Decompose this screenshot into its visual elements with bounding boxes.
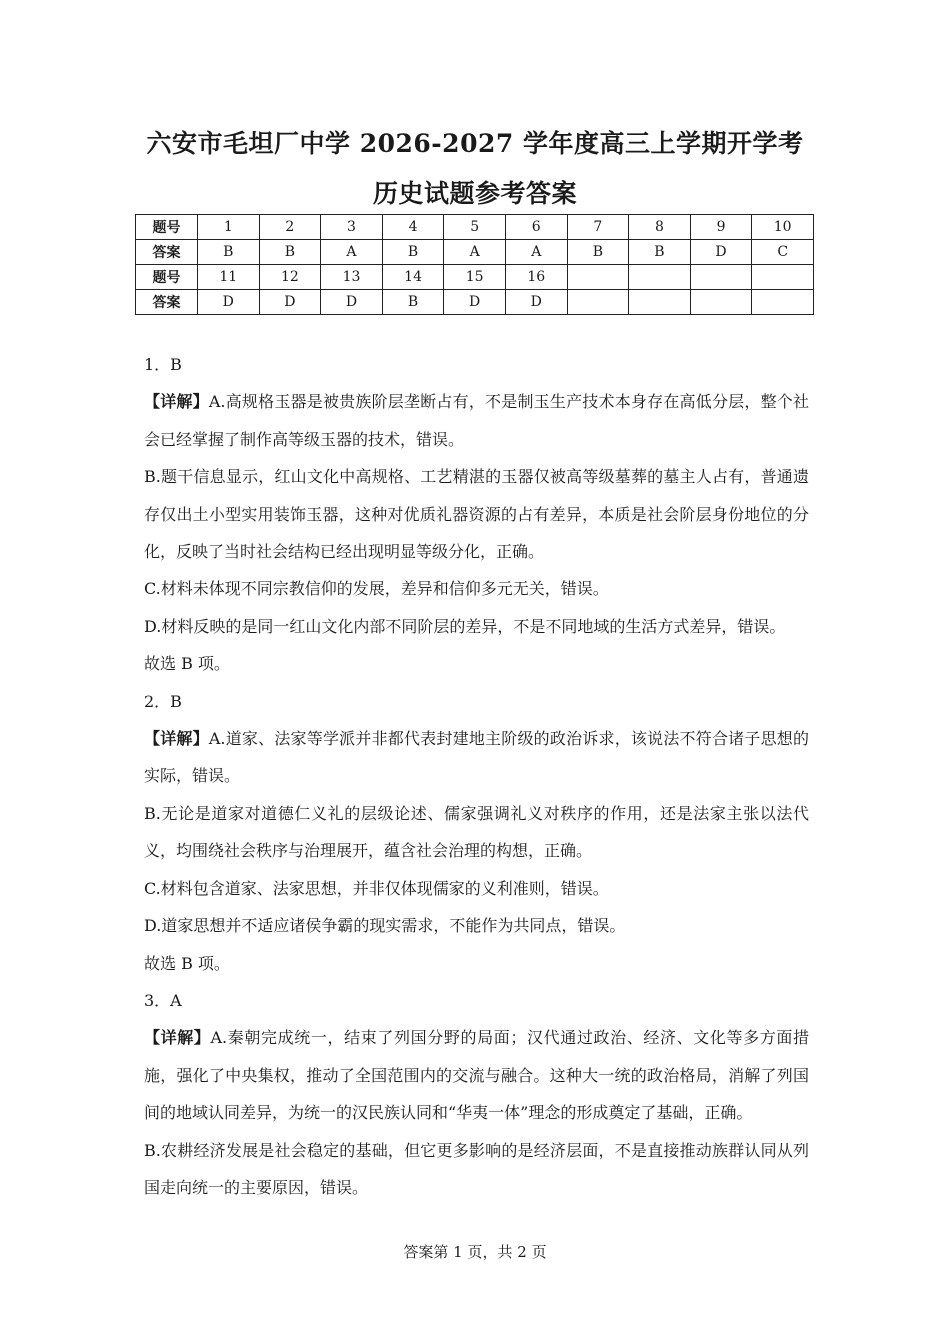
question-number-cell: 16: [505, 265, 567, 290]
row-label: 答案: [136, 240, 198, 265]
answer-cell: A: [505, 240, 567, 265]
explanation-text: A.高规格玉器是被贵族阶层垄断占有，不是制玉生产技术本身存在高低分层，整个社会已经掌握了制作高等级玉器的技术，错误。: [144, 392, 809, 449]
question-header: 2．B: [144, 691, 182, 711]
explanation-paragraph: [144, 383, 809, 458]
answer-cell: B: [198, 240, 260, 265]
answer-cell: C: [752, 240, 814, 265]
question-number-cell: 10: [752, 215, 814, 240]
answer-cell: B: [629, 240, 691, 265]
explanation-paragraph: C.材料包含道家、法家思想，并非仅体现儒家的义利准则，错误。: [144, 878, 609, 898]
answer-cell: [752, 290, 814, 315]
answer-cell: A: [321, 240, 383, 265]
explanation-paragraph: D.材料反映的是同一红山文化内部不同阶层的差异，不是不同地域的生活方式差异，错误。: [144, 616, 786, 636]
explanation-paragraph: 故选 B 项。: [144, 654, 230, 674]
table-row: [136, 290, 814, 315]
answer-cell: D: [505, 290, 567, 315]
answer-cell: D: [690, 240, 752, 265]
row-label: 答案: [136, 290, 198, 315]
question-number-cell: 11: [198, 265, 260, 290]
question-number-cell: 13: [321, 265, 383, 290]
question-number-cell: [567, 265, 629, 290]
question-number-cell: 6: [505, 215, 567, 240]
explanation-paragraph: 故选 B 项。: [144, 953, 230, 973]
answer-table: [135, 214, 814, 315]
table-row: [136, 240, 814, 265]
question-number-cell: 9: [690, 215, 752, 240]
answer-cell: B: [567, 240, 629, 265]
question-header: 3．A: [144, 990, 182, 1010]
row-label: 题号: [136, 265, 198, 290]
question-number-cell: 3: [321, 215, 383, 240]
answer-cell: D: [321, 290, 383, 315]
detail-tag: 【详解】: [144, 729, 209, 749]
explanation-paragraph: C.材料未体现不同宗教信仰的发展，差异和信仰多元无关，错误。: [144, 579, 609, 599]
row-label: 题号: [136, 215, 198, 240]
question-number-cell: 8: [629, 215, 691, 240]
answer-cell: [629, 290, 691, 315]
explanation-paragraph: B.题干信息显示，红山文化中高规格、工艺精湛的玉器仅被高等级墓葬的墓主人占有，普通遗存仅出土小型实用装饰玉器，这种对优质礼器资源的占有差异，本质是社会阶层身份地位的分化，反映了当时社会结构已经出现明显等级分化，正确。: [144, 467, 809, 562]
explanation-text: A.道家、法家等学派并非都代表封建地主阶级的政治诉求，该说法不符合诸子思想的实际，错误。: [144, 729, 809, 786]
document-subtitle: 历史试题参考答案: [372, 179, 577, 208]
page-footer: 答案第 1 页，共 2 页: [403, 1243, 547, 1261]
question-number-cell: 5: [444, 215, 506, 240]
answer-cell: B: [382, 290, 444, 315]
answer-cell: [567, 290, 629, 315]
answer-cell: D: [198, 290, 260, 315]
question-header: 1．B: [144, 355, 182, 374]
detail-tag: 【详解】: [144, 392, 209, 412]
answer-explanations: [144, 346, 809, 1206]
question-number-cell: 15: [444, 265, 506, 290]
question-number-cell: 14: [382, 265, 444, 290]
explanation-paragraph: B.无论是道家对道德仁义礼的层级论述、儒家强调礼义对秩序的作用，还是法家主张以法代义，均围绕社会秩序与治理展开，蕴含社会治理的构想，正确。: [144, 803, 809, 861]
question-number-cell: 4: [382, 215, 444, 240]
question-number-cell: 12: [259, 265, 321, 290]
answer-cell: B: [259, 240, 321, 265]
question-number-cell: 1: [198, 215, 260, 240]
question-number-cell: [690, 265, 752, 290]
table-row: [136, 265, 814, 290]
explanation-paragraph: [144, 1019, 809, 1131]
answer-cell: B: [382, 240, 444, 265]
question-number-cell: 2: [259, 215, 321, 240]
explanation-paragraph: D.道家思想并不适应诸侯争霸的现实需求，不能作为共同点，错误。: [144, 916, 626, 936]
question-number-cell: [752, 265, 814, 290]
answer-cell: A: [444, 240, 506, 265]
explanation-text: A.秦朝完成统一，结束了列国分野的局面；汉代通过政治、经济、文化等多方面措施，强化了中央集权，推动了全国范围内的交流与融合。这种大一统的政治格局，消解了列国间的地域认同差异，为统一的汉民族认同和“华夷一体”理念的形成奠定了基础，正确。: [144, 1028, 809, 1123]
table-row: [136, 215, 814, 240]
answer-cell: [690, 290, 752, 315]
explanation-paragraph: B.农耕经济发展是社会稳定的基础，但它更多影响的是经济层面，不是直接推动族群认同从列国走向统一的主要原因，错误。: [144, 1140, 809, 1197]
detail-tag: 【详解】: [144, 1028, 211, 1048]
answer-cell: D: [444, 290, 506, 315]
question-number-cell: [629, 265, 691, 290]
question-number-cell: 7: [567, 215, 629, 240]
answer-cell: D: [259, 290, 321, 315]
document-title: 六安市毛坦厂中学 2026-2027 学年度高三上学期开学考: [146, 129, 804, 158]
explanation-paragraph: [144, 720, 809, 795]
